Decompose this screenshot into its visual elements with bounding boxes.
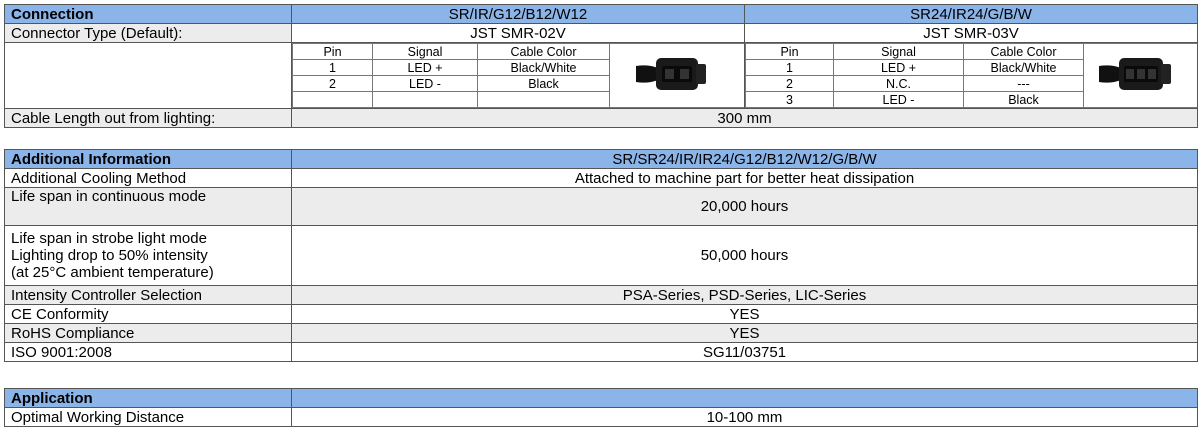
info-label-line: Life span in strobe light mode <box>11 230 207 247</box>
jst-connector-icon <box>636 52 720 96</box>
connector-image-b <box>1084 44 1198 108</box>
color-b-3: Black <box>964 92 1084 108</box>
signal-header: Signal <box>373 44 478 60</box>
info-value: 20,000 hours <box>292 188 1198 226</box>
cable-color-header: Cable Color <box>964 44 1084 60</box>
connection-header-label: Connection <box>5 5 292 24</box>
signal-a-1: LED + <box>373 60 478 76</box>
info-label-multiline <box>5 226 292 286</box>
pin-a-2: 2 <box>293 76 373 92</box>
info-row <box>5 226 1198 286</box>
info-label: Additional Cooling Method <box>5 169 292 188</box>
info-row <box>5 305 1198 324</box>
pin-header: Pin <box>293 44 373 60</box>
connector-a: JST SMR-02V <box>292 24 745 43</box>
info-label: Intensity Controller Selection <box>5 286 292 305</box>
pin-b-3: 3 <box>746 92 834 108</box>
signal-b-2: N.C. <box>834 76 964 92</box>
pin-a-3 <box>293 92 373 108</box>
jst-connector-icon <box>1099 52 1183 96</box>
info-label: CE Conformity <box>5 305 292 324</box>
color-b-1: Black/White <box>964 60 1084 76</box>
signal-header: Signal <box>834 44 964 60</box>
info-row <box>5 169 1198 188</box>
connector-type-label: Connector Type (Default): <box>5 24 292 43</box>
color-a-3 <box>478 92 610 108</box>
application-header-empty <box>292 389 1198 408</box>
pin-header: Pin <box>746 44 834 60</box>
info-label: Life span in continuous mode <box>5 188 292 226</box>
info-value: PSA-Series, PSD-Series, LIC-Series <box>292 286 1198 305</box>
signal-a-3 <box>373 92 478 108</box>
additional-header-label: Additional Information <box>5 150 292 169</box>
info-row <box>5 343 1198 362</box>
info-value: SG11/03751 <box>292 343 1198 362</box>
pin-table-b <box>745 43 1198 108</box>
info-row <box>5 286 1198 305</box>
info-value: Attached to machine part for better heat dissipation <box>292 169 1198 188</box>
cable-color-header: Cable Color <box>478 44 610 60</box>
info-label: ISO 9001:2008 <box>5 343 292 362</box>
connector-image-a <box>610 44 745 108</box>
pin-tables-row <box>5 43 1198 109</box>
pin-b-1: 1 <box>746 60 834 76</box>
info-row <box>5 324 1198 343</box>
info-value: YES <box>292 324 1198 343</box>
info-value: 50,000 hours <box>292 226 1198 286</box>
info-label-line: Lighting drop to 50% intensity <box>11 247 208 264</box>
connection-table <box>4 4 1198 128</box>
pin-tables-label-empty <box>5 43 292 109</box>
application-label: Optimal Working Distance <box>5 408 292 427</box>
info-label: RoHS Compliance <box>5 324 292 343</box>
application-row <box>5 408 1198 427</box>
connection-models-b: SR24/IR24/G/B/W <box>745 5 1198 24</box>
connector-type-row <box>5 24 1198 43</box>
pin-table-a <box>292 43 745 108</box>
color-a-1: Black/White <box>478 60 610 76</box>
cable-length-label: Cable Length out from lighting: <box>5 109 292 128</box>
pin-table-a-cell <box>292 43 745 109</box>
color-a-2: Black <box>478 76 610 92</box>
pin-table-b-cell <box>745 43 1198 109</box>
additional-info-table <box>4 149 1198 362</box>
info-label-line: (at 25°C ambient temperature) <box>11 264 214 281</box>
application-table <box>4 388 1198 427</box>
application-header-row <box>5 389 1198 408</box>
pin-a-1: 1 <box>293 60 373 76</box>
additional-models: SR/SR24/IR/IR24/G12/B12/W12/G/B/W <box>292 150 1198 169</box>
connection-models-a: SR/IR/G12/B12/W12 <box>292 5 745 24</box>
additional-header-row <box>5 150 1198 169</box>
pin-b-2: 2 <box>746 76 834 92</box>
signal-a-2: LED - <box>373 76 478 92</box>
signal-b-1: LED + <box>834 60 964 76</box>
signal-b-3: LED - <box>834 92 964 108</box>
application-header-label: Application <box>5 389 292 408</box>
application-value: 10-100 mm <box>292 408 1198 427</box>
connection-header-row <box>5 5 1198 24</box>
cable-length-value: 300 mm <box>292 109 1198 128</box>
color-b-2: --- <box>964 76 1084 92</box>
info-value: YES <box>292 305 1198 324</box>
info-row <box>5 188 1198 226</box>
cable-length-row <box>5 109 1198 128</box>
connector-b: JST SMR-03V <box>745 24 1198 43</box>
